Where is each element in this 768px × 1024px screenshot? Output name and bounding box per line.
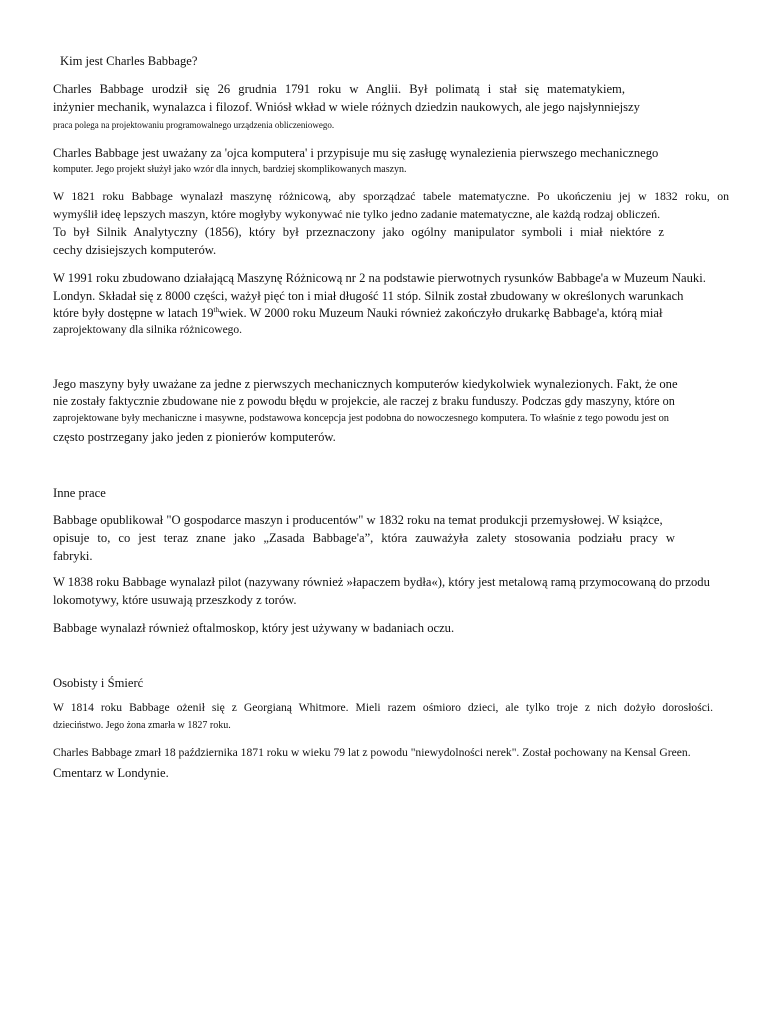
paragraph-line: fabryki. — [53, 549, 93, 563]
paragraph-line: dzieciństwo. Jego żona zmarła w 1827 roku. — [53, 720, 231, 731]
paragraph-line — [53, 305, 662, 321]
paragraph-line: cechy dzisiejszych komputerów. — [53, 243, 217, 257]
paragraph-line: Charles Babbage urodził się 26 grudnia 1791 roku w Anglii. Był polimatą i stał się matematykiem, — [53, 82, 625, 96]
line-segment: wiek. W 2000 roku Muzeum Nauki również zakończyło drukarkę Babbage'a, którą miał — [218, 306, 663, 320]
paragraph-line: W 1838 roku Babbage wynalazł pilot (nazywany również »łapaczem bydła«), który jest metalową ramą przymocowaną do przodu — [53, 575, 710, 589]
paragraph-line: W 1814 roku Babbage ożenił się z Georgianą Whitmore. Mieli razem ośmioro dzieci, ale tylko troje z nich dożyło dorosłości. — [53, 701, 713, 714]
paragraph-line: Babbage opublikował "O gospodarce maszyn i producentów" w 1832 roku na temat produkcji przemysłowej. W książce, — [53, 513, 663, 527]
paragraph-line: wymyślił ideę lepszych maszyn, które mogłyby wykonywać nie tylko jedno zadanie matematyczne, ale każdą rodzaj obliczeń. — [53, 207, 661, 221]
paragraph-line: Babbage wynalazł również oftalmoskop, który jest używany w badaniach oczu. — [53, 621, 455, 635]
paragraph-line: opisuje to, co jest teraz znane jako „Zasada Babbage'a”, która zauważyła zalety stosowania podziału pracy w — [53, 531, 675, 545]
paragraph-line: praca polega na projektowaniu programowalnego urządzenia obliczeniowego. — [53, 120, 335, 130]
paragraph-line: komputer. Jego projekt służył jako wzór dla innych, bardziej skomplikowanych maszyn. — [53, 164, 407, 175]
paragraph-line: nie zostały faktycznie zbudowane nie z powodu błędu w projekcie, ale raczej z braku funduszy. Podczas gdy maszyny, które on — [53, 394, 675, 408]
paragraph-line: często postrzegany jako jeden z pionierów komputerów. — [53, 430, 336, 444]
paragraph-line: W 1991 roku zbudowano działającą Maszynę Różnicową nr 2 na podstawie pierwotnych rysunków Babbage'a w Muzeum Nauki. — [53, 271, 706, 285]
paragraph-line: zaprojektowane były mechaniczne i masywne, podstawowa koncepcja jest podobna do nowoczesnego komputera. To właśnie z tego powodu jest on — [53, 413, 669, 424]
heading-personal-and-death: Osobisty i Śmierć — [53, 676, 144, 690]
paragraph-line: zaprojektowany dla silnika różnicowego. — [53, 324, 243, 336]
heading-other-works: Inne prace — [53, 486, 106, 500]
paragraph-line: Jego maszyny były uważane za jedne z pierwszych mechanicznych komputerów kiedykolwiek wynalezionych. Fakt, że one — [53, 377, 678, 391]
paragraph-line: Charles Babbage jest uważany za 'ojca komputera' i przypisuje mu się zasługę wynalezienia pierwszego mechanicznego — [53, 146, 659, 160]
paragraph-line: To był Silnik Analytyczny (1856), który był przeznaczony jako ogólny manipulator symboli i miał niektóre z — [53, 225, 664, 239]
paragraph-line: W 1821 roku Babbage wynalazł maszynę różnicową, aby sporządzać tabele matematyczne. Po ukończeniu jej w 1832 roku, on — [53, 189, 729, 203]
paragraph-line: Cmentarz w Londynie. — [53, 766, 169, 780]
paragraph-line: Londyn. Składał się z 8000 części, ważył pięć ton i miał długość 11 stóp. Silnik został zbudowany w określonych warunkach — [53, 289, 684, 303]
line-segment: które były dostępne w latach 19 — [53, 306, 214, 320]
paragraph-line: lokomotywy, które usuwają przeszkody z torów. — [53, 593, 297, 607]
superscript-th: th — [213, 305, 219, 314]
paragraph-line: Charles Babbage zmarł 18 października 1871 roku w wieku 79 lat z powodu "niewydolności nerek". Został pochowany na Kensal Green. — [53, 746, 691, 759]
heading-who-is-babbage: Kim jest Charles Babbage? — [60, 54, 198, 68]
paragraph-line: inżynier mechanik, wynalazca i filozof. Wniósł wkład w wiele różnych dziedzin naukowych, ale jego najsłynniejszy — [53, 100, 640, 114]
